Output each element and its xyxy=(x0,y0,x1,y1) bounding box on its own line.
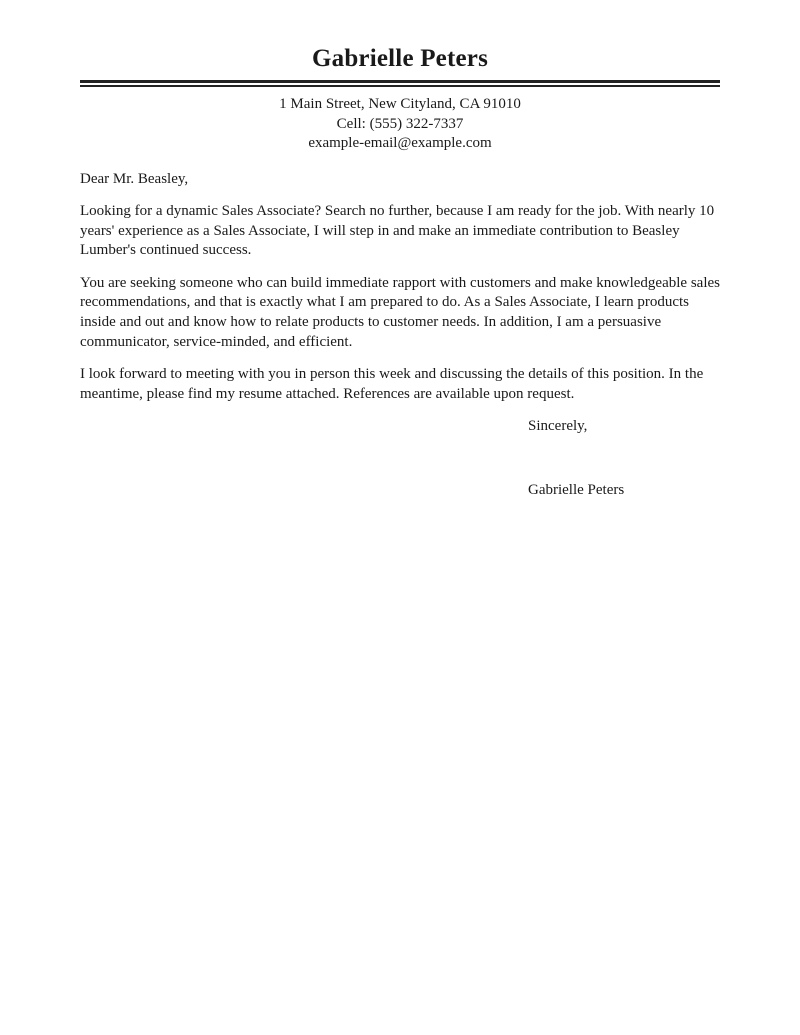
contact-phone: Cell: (555) 322-7337 xyxy=(336,115,464,132)
letter-content xyxy=(0,0,800,501)
contact-email: example-email@example.com xyxy=(308,135,492,151)
closing-block xyxy=(528,417,720,500)
divider-bottom-line xyxy=(80,85,720,87)
paragraph-1: Looking for a dynamic Sales Associate? Search no further, because I am ready for the job. With nearly 10 years' experience as a Sales Associate, I will step in and make an immediate contribution to Beasley Lumber's continued success. xyxy=(80,203,715,259)
contact-address: 1 Main Street, New Cityland, CA 91010 xyxy=(279,96,521,112)
contact-block xyxy=(80,95,720,154)
signature-name: Gabrielle Peters xyxy=(528,482,625,499)
letter-author-name: Gabrielle Peters xyxy=(311,45,489,72)
header-divider xyxy=(80,80,720,87)
paragraph-3: I look forward to meeting with you in person this week and discussing the details of this position. In the meantime, please find my resume attached. References are available upon request. xyxy=(80,366,704,402)
paragraph-2: You are seeking someone who can build immediate rapport with customers and make knowledgeable sales recommendations, and that is exactly what I am prepared to do. As a Sales Associate, I learn products inside and out and know how to relate products to customer needs. In addition, I am a persuasive communicator, service-minded, and efficient. xyxy=(80,274,720,350)
closing-word: Sincerely, xyxy=(528,418,588,435)
letter-body xyxy=(80,170,720,405)
salutation: Dear Mr. Beasley, xyxy=(80,170,189,187)
